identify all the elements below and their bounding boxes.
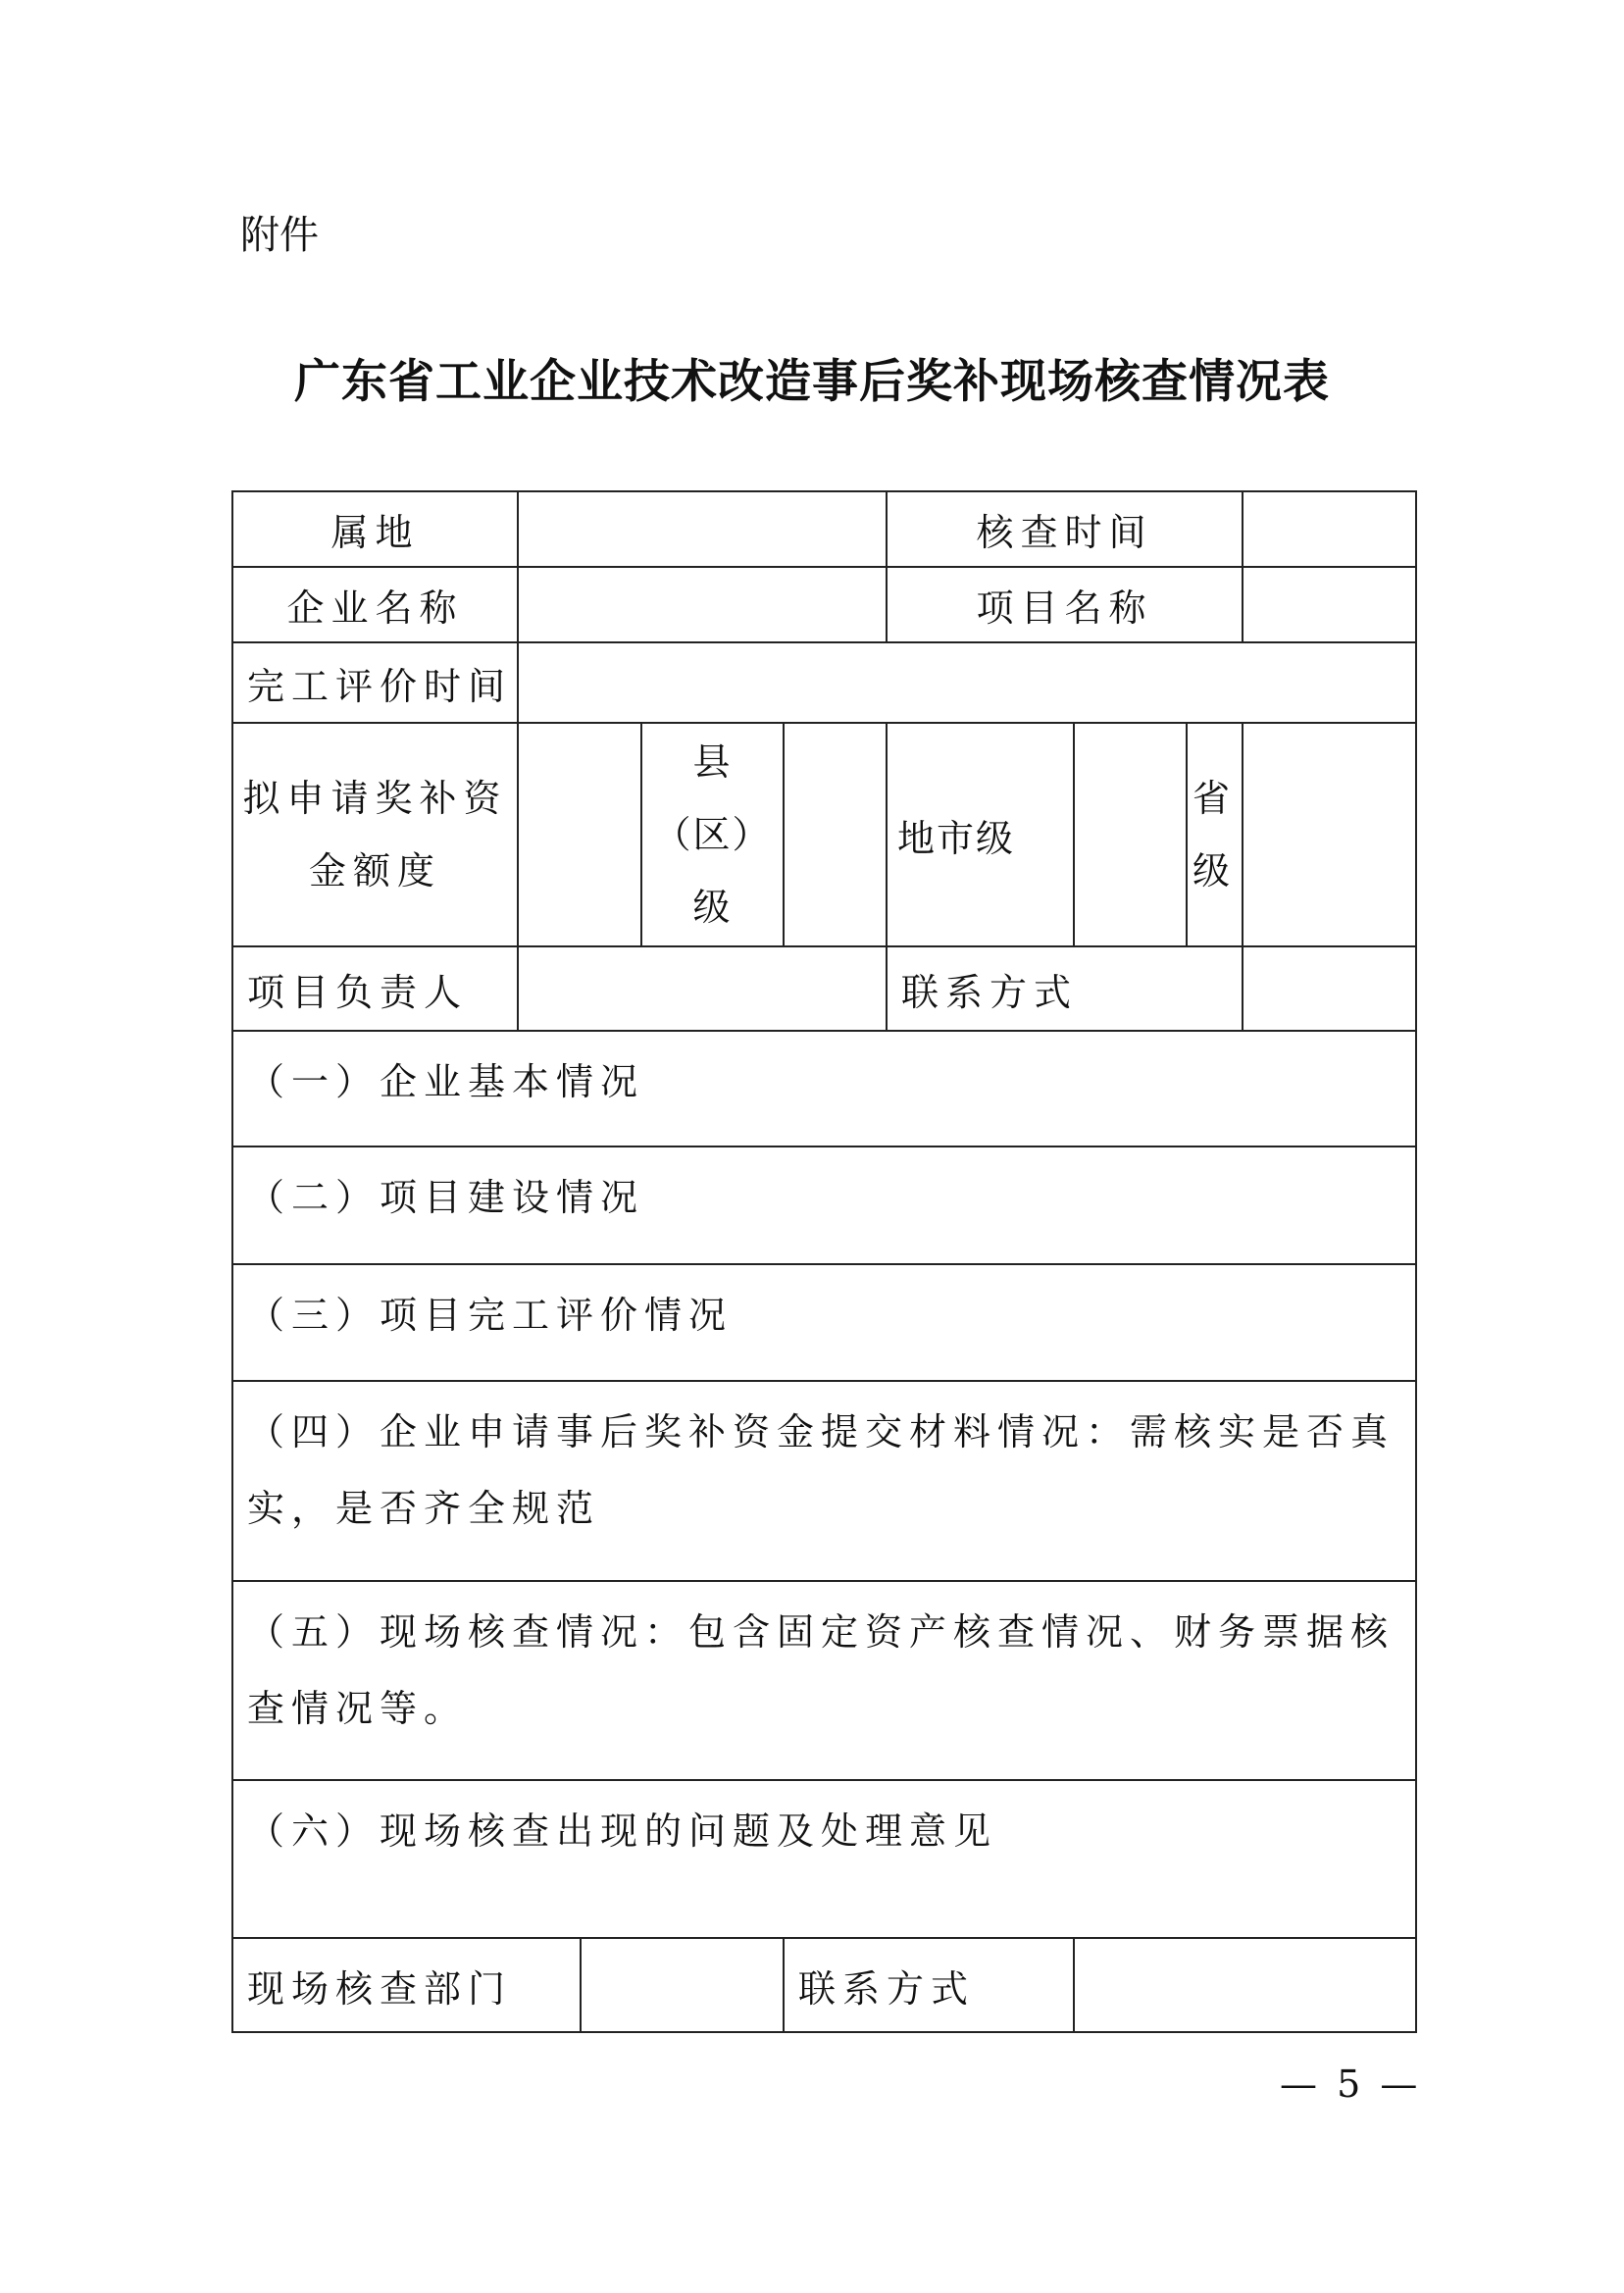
form-row-subsidy-amount [232,723,1416,946]
section-row-2 [232,1146,1416,1264]
section-project-construction[interactable]: （二）项目建设情况 [232,1146,1416,1264]
section-onsite-inspection[interactable]: （五）现场核查情况：包含固定资产核查情况、财务票据核查情况等。 [232,1581,1416,1780]
inspection-dept-field[interactable] [581,1938,784,2032]
inspection-form-table [231,490,1417,2033]
county-level-label-line2: （区） [653,813,772,856]
county-level-label-line3: 级 [692,886,733,929]
form-row-location [232,491,1416,567]
subsidy-amount-field[interactable] [518,723,641,946]
city-level-amount-field[interactable] [1074,723,1187,946]
subsidy-amount-label [232,723,518,946]
project-manager-field[interactable] [518,946,887,1031]
completion-eval-time-field[interactable] [518,642,1416,723]
form-row-manager [232,946,1416,1031]
dept-contact-field[interactable] [1074,1938,1416,2032]
check-time-field[interactable] [1243,491,1416,567]
subsidy-amount-label-line2: 金额度 [308,849,441,892]
project-name-label: 项目名称 [887,567,1243,642]
county-level-label-line1: 县 [692,740,733,784]
section-row-5 [232,1581,1416,1780]
form-row-inspection-dept [232,1938,1416,2032]
province-level-label-line1: 省 [1193,777,1238,820]
province-level-amount-field[interactable] [1243,723,1416,946]
manager-contact-field[interactable] [1243,946,1416,1031]
province-level-label [1187,723,1243,946]
location-field[interactable] [518,491,887,567]
section-submitted-materials[interactable]: （四）企业申请事后奖补资金提交材料情况：需核实是否真实，是否齐全规范 [232,1381,1416,1581]
check-time-label: 核查时间 [887,491,1243,567]
dept-contact-label: 联系方式 [784,1938,1074,2032]
subsidy-amount-label-line1: 拟申请奖补资 [242,777,508,820]
form-row-company [232,567,1416,642]
page-number: — 5 — [1280,2063,1422,2106]
province-level-label-line2: 级 [1193,849,1238,892]
completion-eval-time-label: 完工评价时间 [232,642,518,723]
document-title: 广东省工业企业技术改造事后奖补现场核查情况表 [294,355,1330,409]
company-name-field[interactable] [518,567,887,642]
section-row-1 [232,1031,1416,1146]
attachment-label: 附件 [240,213,319,258]
location-label: 属地 [232,491,518,567]
section-company-basic-info[interactable]: （一）企业基本情况 [232,1031,1416,1146]
section-row-6 [232,1780,1416,1938]
manager-contact-label: 联系方式 [887,946,1243,1031]
company-name-label: 企业名称 [232,567,518,642]
county-level-label [641,723,784,946]
county-level-amount-field[interactable] [784,723,887,946]
section-row-4 [232,1381,1416,1581]
section-project-completion-eval[interactable]: （三）项目完工评价情况 [232,1264,1416,1381]
inspection-dept-label: 现场核查部门 [232,1938,581,2032]
project-name-field[interactable] [1243,567,1416,642]
city-level-label: 地市级 [887,723,1074,946]
project-manager-label: 项目负责人 [232,946,518,1031]
section-row-3 [232,1264,1416,1381]
form-row-eval-time [232,642,1416,723]
section-issues-and-handling[interactable]: （六）现场核查出现的问题及处理意见 [232,1780,1416,1938]
